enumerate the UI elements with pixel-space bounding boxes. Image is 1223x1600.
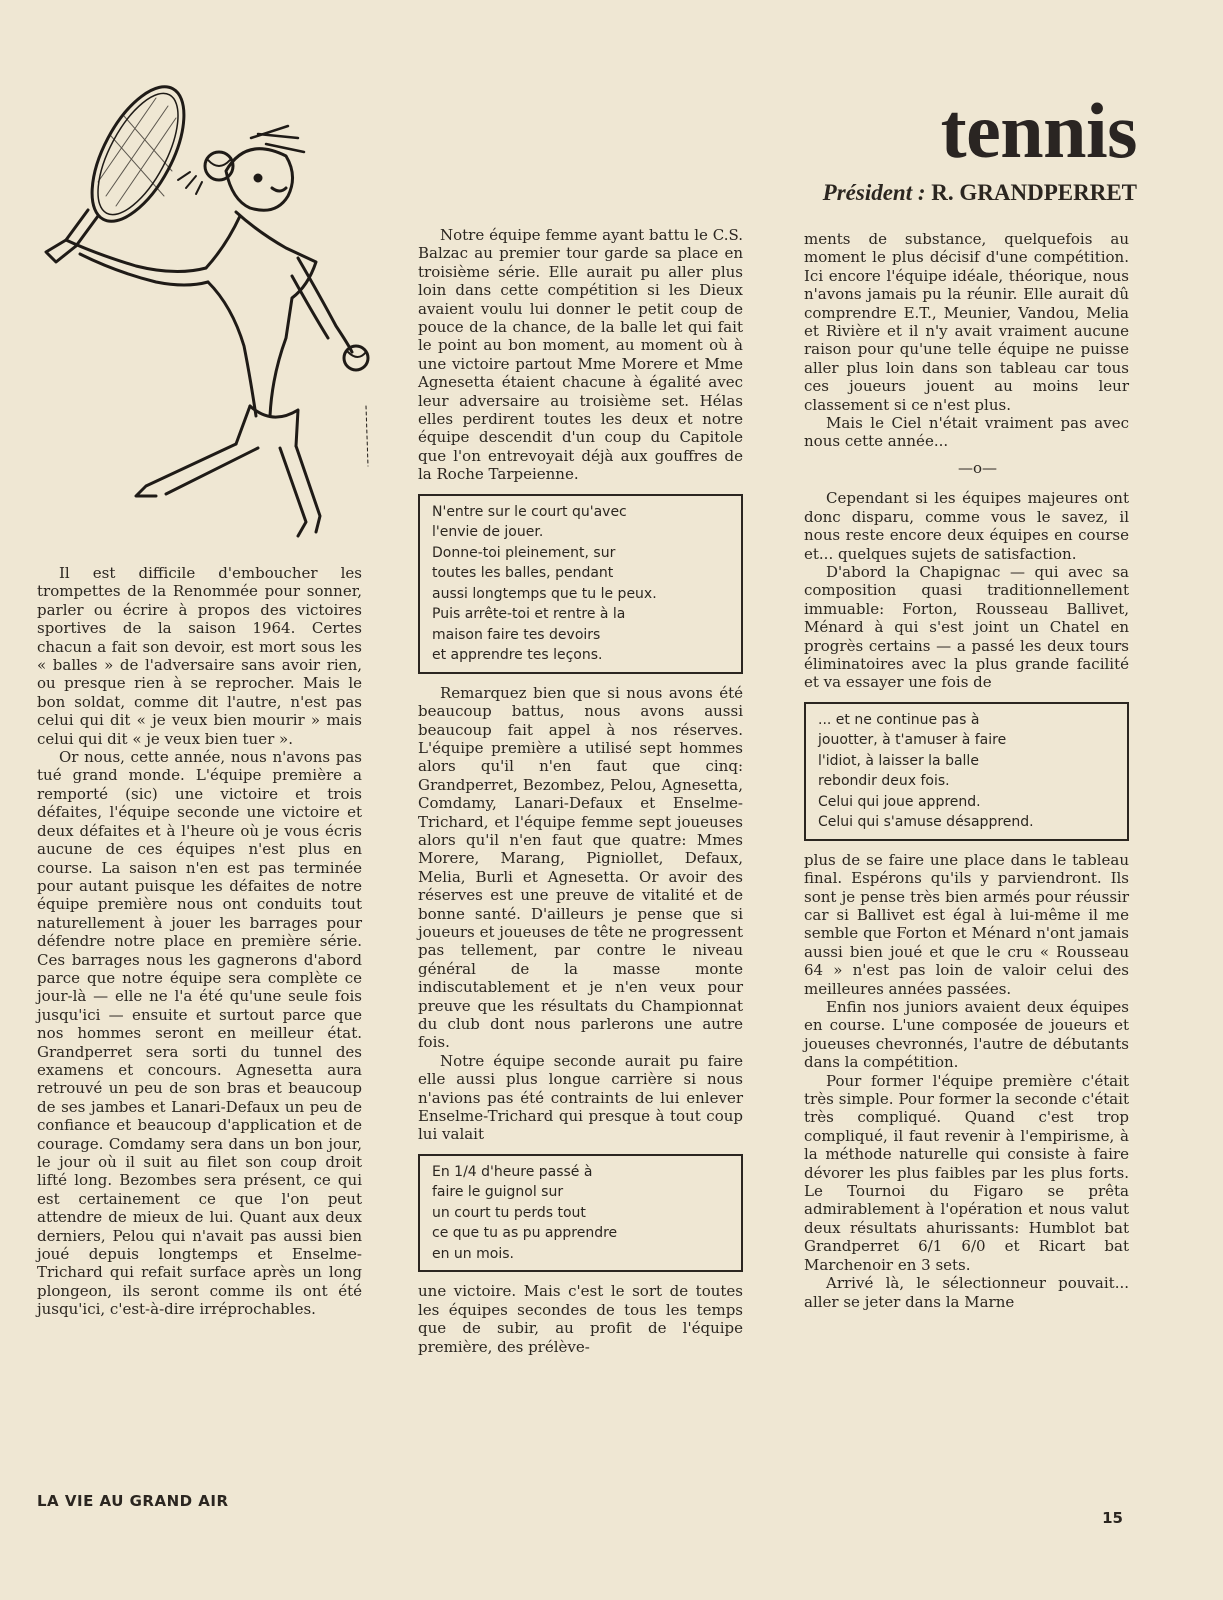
- box-line: un court tu perds tout: [432, 1204, 586, 1221]
- box-line: toutes les balles, pendant: [432, 565, 614, 582]
- paragraph: Pour former l'équipe première c'était très simple. Pour former la seconde c'était très compliqué. Quand c'est trop compliqué, il faut revenir à l'empirisme, à la méthode naturelle qui consiste à faire dévorer les plus faibles par les plus forts. Le Tournoi du Figaro se prêta admirablement à l'opération et nous valut deux résultats ahurissants: Humblot bat Grandperret 6/1 6/0 et Ricart bat Marchenoir en 3 sets.: [804, 1071, 1129, 1274]
- page-title: tennis: [940, 87, 1137, 174]
- president-line: [823, 180, 1137, 206]
- box-line: rebondir deux fois.: [818, 773, 950, 790]
- paragraph: Mais le Ciel n'était vraiment pas avec nous cette année...: [804, 414, 1129, 451]
- article-column-2: [418, 226, 743, 1356]
- box-line: en un mois.: [432, 1245, 514, 1262]
- box-line: et apprendre tes leçons.: [432, 647, 603, 664]
- paragraph: Or nous, cette année, nous n'avons pas tué grand monde. L'équipe première a remporté (sic) une victoire et trois défaites, l'équipe seconde une victoire et deux défaites et à l'heure où je vous écris aucune de ces équipes n'est plus en course. La saison n'en est pas terminée pour autant puisque les défaites de notre équipe première nous ont conduits tout naturellement à jouer les barrages pour défendre notre place en première série. Ces barrages nous les gagnerons d'abord parce que notre équipe sera complète ce jour-là — elle ne l'a été qu'une seule fois jusqu'ici — ensuite et surtout parce que nos hommes seront en meilleur état. Grandperret sera sorti du tunnel des examens et concours. Agnesetta aura retrouvé un peu de son bras et beaucoup de ses jambes et Lanari-Defaux un peu de confiance et beaucoup d'application et de courage. Comdamy sera dans un bon jour, le jour où il suit au filet son coup droit lifté long. Bezombes sera présent, ce qui est certainement ce que l'on peut attendre de mieux de lui. Quant aux deux derniers, Pelou qui n'avait pas aussi bien joué depuis longtemps et Enselme-Trichard qui refait surface après un long plongeon, ils seront comme ils ont été jusqu'ici, c'est-à-dire irréprochables.: [37, 748, 362, 1319]
- box-line: En 1/4 d'heure passé à: [432, 1163, 593, 1180]
- boxed-advice: [418, 494, 743, 674]
- box-line: maison faire tes devoirs: [432, 626, 601, 643]
- paragraph: Remarquez bien que si nous avons été beaucoup battus, nous avons aussi beaucoup fait appel à nos réserves. L'équipe première a utilisé sept hommes alors qu'il n'en faut que cinq: Grandperret, Bezombez, Pelou, Agnesetta, Comdamy, Lanari-Defaux et Enselme-Trichard, et l'équipe femme sept joueuses alors qu'il n'en faut que quatre: Mmes Morere, Marang, Pigniollet, Defaux, Melia, Burli et Agnesetta. Or avoir des réserves est une preuve de vitalité et de bonne santé. D'ailleurs je pense que si joueurs et joueuses de tête ne progressent pas tellement, par contre le niveau général de la masse monte indiscutablement et je n'en veux pour preuve que les résultats du Championnat du club dont nous parlerons une autre fois.: [418, 683, 743, 1052]
- paragraph: Cependant si les équipes majeures ont donc disparu, comme vous le savez, il nous reste encore deux équipes en course et... quelques sujets de satisfaction.: [804, 489, 1129, 563]
- box-line: Donne-toi pleinement, sur: [432, 544, 616, 561]
- box-line: l'idiot, à laisser la balle: [818, 752, 979, 769]
- paragraph: D'abord la Chapignac — qui avec sa composition quasi traditionnellement immuable: Forton, Rousseau Ballivet, Ménard à qui s'est joint un Chatel en progrès certains — a passé les deux tours éliminatoires avec la plus grande facilité et va essayer une fois de: [804, 562, 1129, 692]
- boxed-advice: [418, 1154, 743, 1273]
- box-line: ... et ne continue pas à: [818, 711, 980, 728]
- paragraph: ments de substance, quelquefois au moment le plus décisif d'une compétition. Ici encore l'équipe idéale, théorique, nous n'avons jamais pu la réunir. Elle aurait dû comprendre E.T., Meunier, Vandou, Melia et Rivière et il n'y avait vraiment aucune raison pour qu'une telle équipe ne puisse aller plus loin dans son tableau car tous ces joueurs jouent au moins leur classement si ce n'est plus.: [804, 230, 1129, 414]
- boxed-advice: [804, 702, 1129, 841]
- paragraph: Notre équipe seconde aurait pu faire elle aussi plus longue carrière si nous n'avions pas été contraints de lui enlever Enselme-Trichard qui presque à tout coup lui valait: [418, 1051, 743, 1144]
- president-label: Président :: [822, 180, 926, 205]
- article-column-1: [37, 564, 362, 1319]
- box-line: faire le guignol sur: [432, 1184, 564, 1201]
- box-line: ce que tu as pu apprendre: [432, 1225, 618, 1242]
- box-line: N'entre sur le court qu'avec: [432, 503, 627, 520]
- paragraph: plus de se faire une place dans le tableau final. Espérons qu'ils y parviendront. Ils sont je pense très bien armés pour réussir car si Ballivet est égal à lui-même il me semble que Forton et Ménard n'ont jamais aussi bien joué et que le cru « Rousseau 64 » n'est pas loin de valoir celui des meilleures années passées.: [804, 850, 1129, 998]
- box-line: aussi longtemps que tu le peux.: [432, 585, 657, 602]
- paragraph: Notre équipe femme ayant battu le C.S. Balzac au premier tour garde sa place en troisième série. Elle aurait pu aller plus loin dans cette compétition si les Dieux avaient voulu lui donner le petit coup de pouce de la chance, de la balle let qui fait le point au bon moment, au moment où à une victoire partout Mme Morere et Mme Agnesetta étaient chacune à égalité avec leur adversaire au troisième set. Hélas elles perdirent toutes les deux et notre équipe descendit d'un coup du Capitole que l'on entrevoyait déjà aux gouffres de la Roche Tarpeienne.: [418, 226, 743, 484]
- magazine-name: LA VIE AU GRAND AIR: [37, 1492, 229, 1510]
- article-column-3: [804, 230, 1129, 1311]
- box-line: Puis arrête-toi et rentre à la: [432, 606, 626, 623]
- box-line: Celui qui s'amuse désapprend.: [818, 814, 1034, 831]
- section-separator: —o—: [957, 458, 998, 477]
- box-line: Celui qui joue apprend.: [818, 793, 981, 810]
- paragraph: Il est difficile d'emboucher les trompettes de la Renommée pour sonner, parler ou écrire à propos des victoires sportives de la saison 1964. Certes chacun a fait son devoir, est mort sous les « balles » de l'adversaire sans avoir rien, ou presque rien à se reprocher. Mais le bon soldat, comme dit l'autre, n'est pas celui qui dit « je veux bien mourir » mais celui qui dit « je veux bien tuer ».: [37, 564, 362, 748]
- box-line: jouotter, à t'amuser à faire: [818, 732, 1007, 749]
- page-number: 15: [1102, 1509, 1123, 1527]
- paragraph: une victoire. Mais c'est le sort de toutes les équipes secondes de tous les temps que de subir, au profit de l'équipe première, des prélève-: [418, 1282, 743, 1356]
- paragraph: Arrivé là, le sélectionneur pouvait... aller se jeter dans la Marne: [804, 1274, 1129, 1311]
- president-name: R. GRANDPERRET: [931, 180, 1137, 205]
- tennis-player-cartoon-icon: [36, 76, 386, 546]
- box-line: l'envie de jouer.: [432, 524, 544, 541]
- paragraph: Enfin nos juniors avaient deux équipes en course. L'une composée de joueurs et joueuses chevronnés, l'autre de débutants dans la compétition.: [804, 998, 1129, 1072]
